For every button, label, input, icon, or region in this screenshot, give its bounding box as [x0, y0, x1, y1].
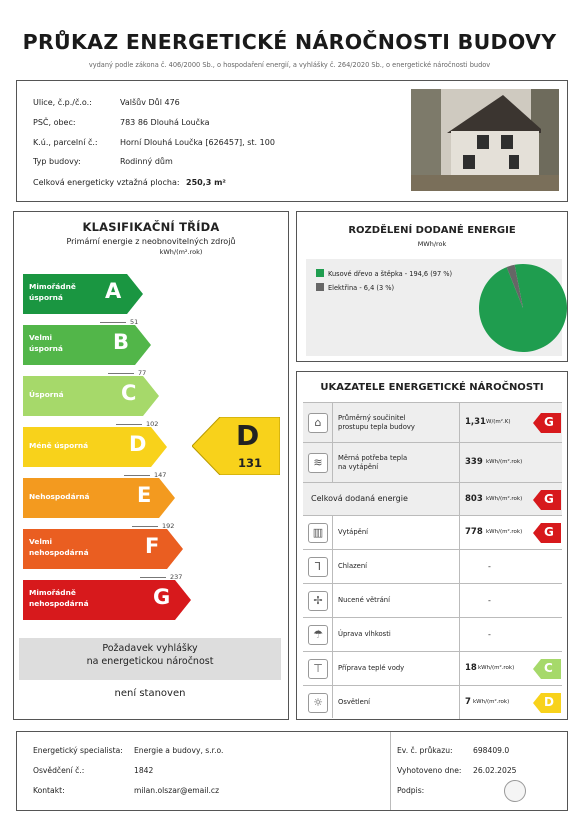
bulb-icon: ☼ [308, 693, 328, 713]
cert-label: Osvědčení č.: [33, 766, 85, 775]
indicator-divider [459, 403, 460, 443]
type-label: Typ budovy: [33, 157, 81, 166]
street-label: Ulice, č.p./č.o.: [33, 98, 92, 107]
requirement-box [19, 638, 281, 680]
threshold-line [132, 526, 158, 527]
indicator-value: 778 [465, 527, 483, 537]
legend-label-wood: Kusové dřevo a štěpka - 194,6 (97 %) [328, 270, 453, 278]
current-class-letter: D [236, 419, 260, 452]
indicator-divider [459, 516, 460, 550]
class-arrow-c [23, 376, 159, 416]
indicator-row [303, 651, 562, 685]
indicator-class-letter: G [544, 415, 554, 429]
ev-value: 698409.0 [473, 746, 510, 755]
threshold-line [116, 424, 142, 425]
legend-label-electricity: Elektřina - 6,4 (3 %) [328, 284, 395, 292]
threshold-value: 51 [130, 318, 139, 326]
indicator-label [338, 698, 370, 707]
class-letter-f: F [145, 534, 160, 558]
indicator-label [338, 664, 404, 673]
class-label-line1: Velmi [29, 333, 53, 342]
class-label-f [29, 536, 89, 558]
indicator-unit: kWh/(m².rok) [473, 698, 510, 705]
indicator-label [338, 414, 415, 431]
zip-label: PSČ, obec: [33, 118, 76, 127]
indicator-label-line1: Průměrný součinitel [338, 414, 406, 422]
indicator-class-badge [533, 693, 561, 713]
class-letter-g: G [153, 585, 171, 609]
indicator-icon-cell [303, 516, 333, 549]
class-label-line1: Mimořádně [29, 588, 76, 597]
indicator-row [303, 583, 562, 617]
indicator-class-letter: G [544, 491, 554, 506]
building-photo [411, 89, 559, 191]
ev-label: Ev. č. průkazu: [397, 746, 453, 755]
indicator-label-line1: Osvětlení [338, 697, 371, 706]
legend-item-electricity [316, 283, 394, 292]
indicator-class-badge [533, 523, 561, 543]
indicator-unit: kWh/(m².rok) [486, 495, 523, 502]
indicator-label-line2: na vytápění [338, 462, 379, 471]
class-label-c [29, 389, 64, 400]
distribution-pie [469, 254, 577, 362]
indicator-divider [459, 652, 460, 686]
page-title: PRŮKAZ ENERGETICKÉ NÁROČNOSTI BUDOVY [22, 30, 557, 54]
page-subtitle: vydaný podle zákona č. 406/2000 Sb., o hospodaření energií, a vyhlášky č. 264/2020 Sb., o energetické náročnosti budov [88, 61, 491, 69]
heat-need-icon: ≋ [308, 453, 328, 473]
indicator-label-line1: Úprava vlhkosti [338, 630, 391, 638]
indicator-icon-cell [303, 584, 333, 617]
indicator-unit: kWh/(m².rok) [486, 529, 523, 535]
indicator-value: 339 [465, 457, 483, 467]
area-label: Celková energeticky vztažná plocha: [33, 178, 180, 187]
class-letter-e: E [137, 483, 152, 507]
threshold-value: 102 [146, 420, 159, 428]
class-label-line1: Nehospodárná [29, 492, 90, 501]
indicator-label-line1: Vytápění [338, 528, 369, 536]
indicator-label [338, 596, 390, 605]
indicator-icon-cell [303, 618, 333, 651]
class-label-d [29, 440, 88, 451]
indicator-class-letter: G [544, 525, 554, 539]
indicator-label [338, 562, 367, 571]
indicator-class-letter: C [544, 661, 553, 675]
class-letter-a: A [105, 279, 122, 303]
class-letter-c: C [121, 381, 137, 405]
indicator-label-line1: Nucené větrání [338, 596, 390, 604]
street-value: Valšův Důl 476 [120, 98, 180, 107]
indicator-row [303, 442, 562, 482]
date-label: Vyhotoveno dne: [397, 766, 462, 775]
class-label-line2: úsporná [29, 293, 63, 302]
indicator-divider [459, 618, 460, 652]
house-icon: ⌂ [308, 413, 328, 433]
indicator-icon-cell [303, 550, 333, 583]
indicator-label [338, 630, 391, 639]
indicator-row [303, 515, 562, 549]
humidity-icon: ☂ [308, 625, 328, 645]
threshold-value: 192 [162, 522, 175, 530]
indicator-label-line2: prostupu tepla budovy [338, 422, 415, 431]
threshold-line [124, 475, 150, 476]
class-arrow-f [23, 529, 183, 569]
distribution-title: ROZDĚLENÍ DODANÉ ENERGIE [348, 225, 516, 236]
indicator-label [338, 528, 368, 537]
indicator-row [303, 482, 562, 515]
indicator-row [303, 549, 562, 583]
classification-title: KLASIFIKAČNÍ TŘÍDA [82, 220, 220, 234]
threshold-line [100, 322, 126, 323]
threshold-line [140, 577, 166, 578]
class-label-line1: Úsporná [29, 390, 64, 399]
indicators-title: UKAZATELE ENERGETICKÉ NÁROČNOSTI [320, 382, 544, 393]
threshold-line [108, 373, 134, 374]
date-value: 26.02.2025 [473, 766, 517, 775]
indicator-icon-cell [303, 686, 333, 718]
type-value: Rodinný dům [120, 157, 173, 166]
footer-box [16, 731, 568, 811]
requirement-line2: na energetickou náročnost [86, 655, 214, 667]
zip-value: 783 86 Dlouhá Loučka [120, 118, 210, 127]
indicator-value: - [488, 562, 491, 571]
class-arrow-b [23, 325, 151, 365]
classification-subtitle: Primární energie z neobnovitelných zdrojů [66, 237, 236, 246]
stamp-seal [504, 780, 526, 802]
class-label-line1: Méně úsporná [29, 441, 89, 450]
distribution-panel [306, 259, 562, 356]
indicator-row [303, 685, 562, 718]
class-letter-b: B [113, 330, 130, 354]
threshold-value: 147 [154, 471, 167, 479]
threshold-value: 77 [138, 369, 147, 377]
indicator-label-line1: Celková dodaná energie [311, 493, 408, 503]
indicator-unit: kWh/(m².rok) [478, 665, 515, 671]
indicator-row [303, 402, 562, 442]
distribution-box [296, 211, 568, 362]
contact-value: milan.olszar@email.cz [134, 786, 220, 795]
current-class-value: 131 [238, 456, 263, 470]
class-label-e [29, 491, 89, 502]
ku-label: K.ú., parcelní č.: [33, 138, 98, 147]
indicator-label-line1: Měrná potřeba tepla [338, 454, 408, 462]
indicator-class-letter: D [544, 694, 554, 709]
specialist-label: Energetický specialista: [33, 746, 123, 755]
indicator-row [303, 617, 562, 651]
indicator-class-badge [533, 490, 561, 510]
indicator-label [338, 454, 407, 471]
class-arrow-a [23, 274, 143, 314]
indicator-divider [459, 550, 460, 584]
legend-item-wood [316, 269, 452, 278]
legend-swatch-electricity [316, 283, 324, 291]
class-label-a [29, 281, 76, 303]
indicator-value: 1,31 [465, 417, 486, 427]
requirement-value: není stanoven [114, 688, 186, 699]
class-label-b [29, 332, 63, 354]
indicator-label-line1: Chlazení [338, 562, 368, 570]
indicator-class-badge [533, 413, 561, 433]
signature-label: Podpis: [397, 786, 425, 795]
indicator-icon-cell [303, 652, 333, 685]
indicator-class-badge [533, 659, 561, 679]
class-arrow-e [23, 478, 175, 518]
thermometer-icon: Ꞁ [308, 557, 328, 577]
indicator-unit: kWh/(m².rok) [486, 459, 523, 465]
indicator-divider [459, 443, 460, 483]
ku-value: Horní Dlouhá Loučka [626457], st. 100 [120, 138, 275, 147]
indicator-label-line1: Příprava teplé vody [338, 664, 405, 672]
threshold-value: 237 [170, 573, 183, 581]
indicator-divider [459, 483, 460, 516]
class-label-line2: nehospodárná [29, 599, 89, 608]
specialist-value: Energie a budovy, s.r.o. [134, 746, 224, 755]
tap-icon: ⊤ [308, 659, 328, 679]
indicator-icon-cell [303, 403, 333, 442]
indicator-icon-cell [303, 443, 333, 482]
class-letter-d: D [129, 432, 147, 456]
indicator-value: 7 [465, 696, 471, 707]
class-label-line2: úsporná [29, 344, 63, 353]
class-label-g [29, 587, 89, 609]
distribution-unit: MWh/rok [417, 240, 447, 248]
building-info-box [16, 80, 568, 202]
indicators-box [296, 371, 568, 720]
classification-unit: kWh/(m².rok) [159, 248, 203, 256]
area-value: 250,3 m² [186, 178, 226, 187]
footer-divider [390, 732, 391, 810]
indicator-value: - [488, 596, 491, 605]
indicator-unit: W/(m².K) [486, 419, 511, 425]
class-arrow-d [23, 427, 167, 467]
contact-label: Kontakt: [33, 786, 65, 795]
indicator-label [311, 495, 408, 504]
cert-value: 1842 [134, 766, 154, 775]
heating-icon: ▥ [308, 523, 328, 543]
fan-icon: ✢ [308, 591, 328, 611]
indicator-divider [459, 686, 460, 719]
requirement-line1: Požadavek vyhlášky [102, 643, 198, 654]
legend-swatch-wood [316, 269, 324, 277]
indicator-divider [459, 584, 460, 618]
indicator-value: 803 [465, 493, 483, 504]
class-label-line2: nehospodárná [29, 548, 89, 557]
class-label-line1: Mimořádně [29, 282, 76, 291]
indicator-value: 18 [465, 663, 477, 673]
indicator-value: - [488, 630, 491, 639]
class-label-line1: Velmi [29, 537, 53, 546]
class-arrow-g [23, 580, 191, 620]
